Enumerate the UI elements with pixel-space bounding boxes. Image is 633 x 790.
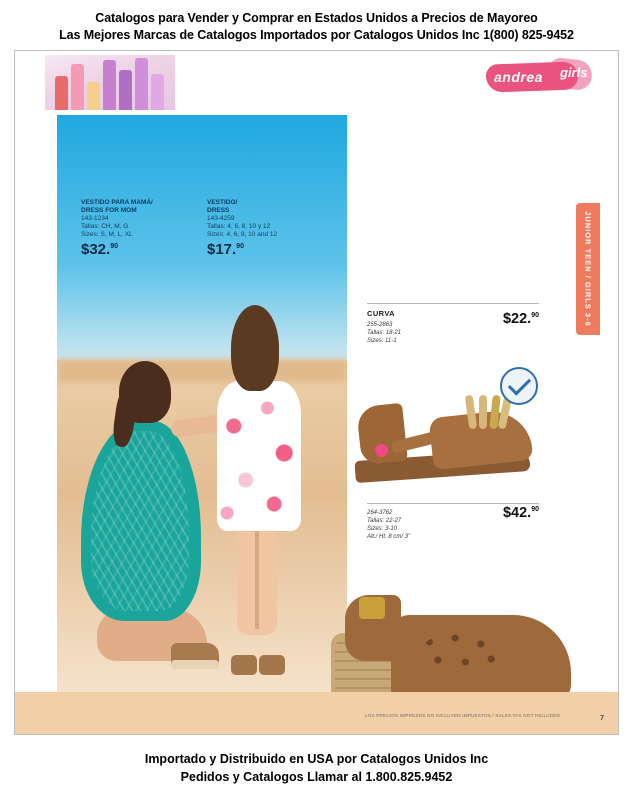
page-footer <box>0 740 633 790</box>
product-sizes-en: Sizes: 3-10 <box>367 526 398 532</box>
decorative-bars-image <box>45 55 175 110</box>
callout-subtitle: DRESS <box>207 207 230 214</box>
woman-dress <box>81 421 201 621</box>
product-height: Alt./ Ht. 8 cm/ 3" <box>367 534 411 540</box>
product-price: $42.90 <box>502 505 539 521</box>
decor-bar <box>135 58 148 110</box>
product-sizes-en: Sizes: 11-1 <box>367 338 397 344</box>
product-name: CURVA <box>367 309 395 318</box>
girl-sandal-left <box>231 655 257 675</box>
girl-floral-dress <box>217 381 301 531</box>
header-line-1: Catalogos para Vender y Comprar en Estados Unidos a Precios de Mayoreo <box>95 11 538 25</box>
sandal-tassel <box>467 395 513 435</box>
section-tab <box>576 203 600 335</box>
woman-hair <box>119 361 171 423</box>
price-disclaimer: LOS PRECIOS IMPRESOS NO INCLUYEN IMPUESTOS / SALES TAX NOT INCLUDED <box>365 713 561 718</box>
decor-bar <box>87 82 100 110</box>
callout-price-cents: 90 <box>236 243 244 250</box>
product-price: $22.90 <box>502 311 539 327</box>
product-sizes-es: Tallas: 22-27 <box>367 518 402 524</box>
decor-bar <box>71 64 84 110</box>
callout-price-cents: 90 <box>110 243 118 250</box>
logo-sub-text: girls <box>560 65 588 80</box>
product-divider <box>367 303 539 304</box>
product-code: 255-2863 <box>367 322 393 328</box>
callout-sizes-es: Tallas: CH, M, G <box>81 223 129 230</box>
callout-dress-girl <box>207 199 277 257</box>
girl-hair <box>231 305 279 391</box>
product-price-cents: 90 <box>531 312 539 320</box>
girl-legs <box>237 525 277 635</box>
decor-bar <box>55 76 68 110</box>
product-code: 264-3762 <box>367 510 393 516</box>
callout-title: VESTIDO PARA MAMÁ/ <box>81 199 153 206</box>
callout-price: $17.90 <box>207 241 244 258</box>
product-price-cents: 90 <box>531 506 539 514</box>
wedge-upper <box>391 615 571 701</box>
product-block-curva <box>367 303 539 345</box>
callout-sizes-es: Tallas: 4, 6, 8, 10 y 12 <box>207 223 271 230</box>
callout-dress-mom <box>81 199 153 257</box>
page-number: 7 <box>600 715 604 722</box>
decor-bar <box>103 60 116 110</box>
photo-woman <box>75 361 225 671</box>
product-divider <box>367 503 539 504</box>
callout-price: $32.90 <box>81 241 118 258</box>
product-sizes-es: Tallas: 18-21 <box>367 330 402 336</box>
callout-title: VESTIDO/ <box>207 199 238 206</box>
catalog-sheet <box>14 50 619 735</box>
photo-girl <box>205 307 317 675</box>
girl-sandal-right <box>259 655 285 675</box>
footer-line-1: Importado y Distribuido en USA por Catalogos Unidos Inc <box>144 752 489 766</box>
footer-line-2: Pedidos y Catalogos Llamar al 1.800.825.9452 <box>180 770 453 784</box>
andrea-girls-logo <box>486 57 598 99</box>
section-tab-label: JUNIOR TEEN / GIRLS 3-6 <box>583 211 593 327</box>
wedge-buckle <box>359 597 385 619</box>
product-block-wedge <box>367 503 539 541</box>
callout-subtitle: DRESS FOR MOM <box>81 207 137 214</box>
page-header <box>0 0 633 52</box>
callout-sizes-en: Sizes: 4, 6, 8, 10 and 12 <box>207 231 278 238</box>
header-line-2: Las Mejores Marcas de Catalogos Importados por Catalogos Unidos Inc 1(800) 825-9452 <box>59 28 574 42</box>
callout-code: 143-1234 <box>81 215 109 222</box>
decor-bar <box>119 70 132 110</box>
quality-seal-icon <box>500 367 538 405</box>
logo-brand-text: andrea <box>494 69 543 85</box>
callout-code: 143-4259 <box>207 215 235 222</box>
sandal-pink-tag <box>375 444 388 457</box>
callout-sizes-en: Sizes: S, M, L, XL <box>81 231 133 238</box>
decor-bar <box>151 74 164 110</box>
lifestyle-photo <box>57 115 347 699</box>
